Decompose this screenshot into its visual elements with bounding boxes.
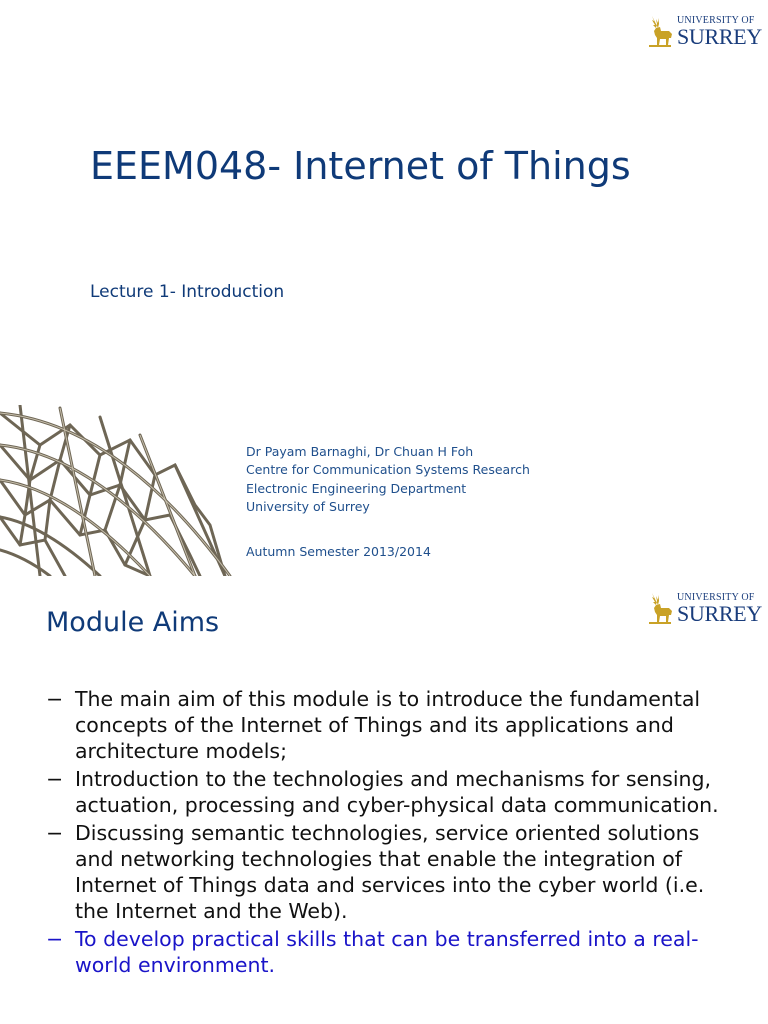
list-item-text: Introduction to the technologies and mechanisms for sensing, actuation, processing and cyber-physical data communication. bbox=[75, 767, 719, 817]
aims-list bbox=[46, 686, 726, 980]
list-item bbox=[46, 686, 726, 764]
author-info bbox=[246, 443, 530, 516]
module-aims-slide bbox=[0, 576, 768, 1024]
logo-surrey: SURREY bbox=[677, 601, 762, 626]
list-item bbox=[46, 926, 726, 978]
bullet-marker: − bbox=[46, 767, 64, 791]
list-item-text: To develop practical skills that can be transferred into a real-world environment. bbox=[75, 927, 699, 977]
bullet-marker: − bbox=[46, 821, 64, 845]
stag-icon bbox=[646, 14, 674, 50]
department: Electronic Engineering Department bbox=[246, 480, 467, 496]
stag-icon bbox=[646, 591, 674, 627]
bullet-marker: − bbox=[46, 687, 64, 711]
list-item bbox=[46, 820, 726, 924]
list-item bbox=[46, 766, 726, 818]
bullet-marker: − bbox=[46, 927, 64, 951]
logo-university-of: UNIVERSITY OF bbox=[677, 15, 755, 26]
lecture-subtitle: Lecture 1- Introduction bbox=[90, 282, 285, 302]
university: University of Surrey bbox=[246, 498, 370, 514]
centre: Centre for Communication Systems Research bbox=[246, 462, 530, 478]
logo-university-of: UNIVERSITY OF bbox=[677, 592, 755, 603]
university-logo bbox=[646, 14, 762, 50]
semester: Autumn Semester 2013/2014 bbox=[246, 544, 431, 559]
university-logo bbox=[646, 591, 762, 627]
geodesic-dome-image bbox=[0, 405, 234, 576]
list-item-text: Discussing semantic technologies, service oriented solutions and networking technologies that enable the integration of Internet of Things data and services into the cyber world (i.e. the Internet and the Web). bbox=[75, 821, 705, 923]
authors: Dr Payam Barnaghi, Dr Chuan H Foh bbox=[246, 444, 474, 459]
slide-title: Module Aims bbox=[46, 607, 220, 638]
slide-title: EEEM048- Internet of Things bbox=[90, 144, 631, 188]
logo-surrey: SURREY bbox=[677, 24, 762, 49]
list-item-text: The main aim of this module is to introduce the fundamental concepts of the Internet of Things and its applications and architecture models; bbox=[75, 687, 701, 763]
